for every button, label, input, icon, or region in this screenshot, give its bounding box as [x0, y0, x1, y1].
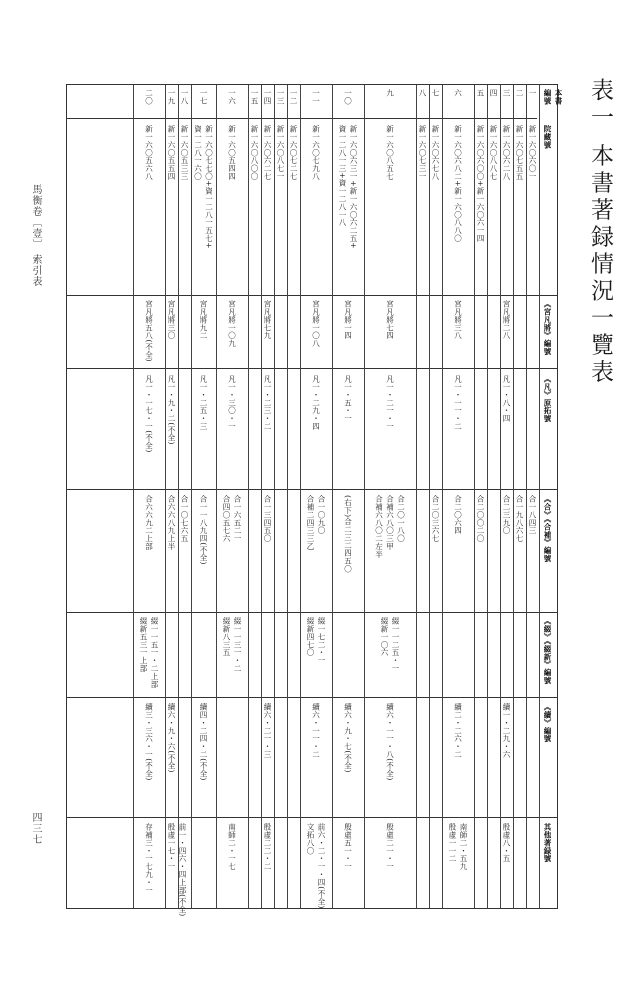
column-divider [133, 85, 134, 908]
table-cell: 宮凡將二八 [502, 300, 511, 340]
table-cell: 前一・四六・四上部(不全) 殷虛一七・一 [167, 823, 187, 917]
column-divider [487, 85, 488, 908]
column-header: 《凡》原拓號 [543, 375, 552, 423]
table-cell: 合六六八九上半 [167, 495, 176, 551]
table-cell: 新一六〇六二七 [263, 125, 272, 181]
table-cell: 前六・二・一・四(不全) 文拓八〇 [306, 823, 326, 909]
table-cell: 南師二・一七 [227, 823, 237, 871]
table-cell: 續三・三六・一(不全) [144, 703, 154, 781]
page-number: 四三七 [30, 812, 41, 845]
table-cell: 綴一一三一・二 綴新八三五 [222, 617, 242, 673]
table-cell: 凡一・一七・一(不全) [144, 375, 154, 453]
table-cell: 新一六〇七五五 [515, 125, 524, 181]
record-number: 三 [502, 89, 511, 97]
table-cell: 凡一・三〇・一 [227, 375, 237, 431]
table-cell: 新一六〇五五四 [167, 125, 176, 181]
record-number: 一八 [180, 89, 189, 105]
record-number: 五 [476, 89, 485, 97]
table-cell: 宮凡將一〇九 [227, 300, 237, 348]
table-cell: 合一八四三 [528, 495, 537, 535]
field-divider [67, 489, 557, 490]
record-number: 一六 [227, 89, 237, 105]
record-number: 二 [515, 89, 524, 97]
table-cell: 合六六九二上部 [144, 495, 154, 551]
table-cell: 綴一一五一・二上部 綴新五三一上部 [139, 617, 159, 689]
table-cell: 新一六〇五四四 [227, 125, 237, 181]
table-cell: 宮凡將五八(不全) [144, 300, 154, 362]
column-divider [332, 85, 333, 908]
record-number: 一七 [199, 89, 208, 105]
table-cell: 新一六〇八七一 [276, 125, 285, 181]
column-divider [539, 85, 540, 908]
table-cell: 殷虛二一・一 [385, 823, 395, 871]
column-divider [248, 85, 249, 908]
table-cell: 宮凡將一〇八 [311, 300, 321, 348]
table-cell: 合二〇一八〇 合補六八〇三甲 合補六八〇二左半 [374, 495, 406, 559]
table-cell: 新一六〇六三一+新一六〇六二五+ 資一二八一三+資一二八一八 [338, 125, 358, 249]
field-divider [67, 368, 557, 369]
table-cell: 續一・二九・六 [502, 703, 511, 759]
table-cell: 新一六〇六二八 [502, 125, 511, 181]
table-cell: 合一一八九四(不全) [199, 495, 208, 565]
table-cell: 宮凡將七四 [385, 300, 395, 340]
table-cell: 新一六〇六〇一 [528, 125, 537, 181]
table-cell: 合二〇三六七 [431, 495, 440, 543]
table-cell: (右下)合二三二四五〇 [343, 495, 353, 573]
table-cell: 合一〇七六五 [180, 495, 189, 543]
table-cell: 新一六〇七三一 [418, 125, 427, 181]
table-cell: 合一九八六七 [515, 495, 524, 543]
table-cell: 續四・二四・二(不全) [199, 703, 208, 781]
table-cell: 綴一七二・一 綴新四七〇 [306, 617, 326, 665]
table-cell: 續六・一一・八(不全) [385, 703, 395, 781]
table-cell: 新一六〇六七八 [431, 125, 440, 181]
table-cell: 新一六〇六〇〇+新一六〇六一四 [476, 125, 485, 243]
catalog-table [66, 84, 563, 917]
record-number: 一〇 [343, 89, 353, 105]
table-cell: 新一六〇七九八 [311, 125, 321, 181]
table-cell: 續六・一一・二 [311, 703, 321, 759]
record-number: 一四 [263, 89, 272, 105]
table-cell: 續二・二六・二 [453, 703, 463, 759]
record-number: 四 [489, 89, 498, 97]
column-divider [287, 85, 288, 908]
table-cell: 綴一一二五・一 綴新一〇六 [380, 617, 400, 673]
table-cell: 合二三九〇 [502, 495, 511, 535]
table-cell: 凡一・二九・四 [311, 375, 321, 431]
table-cell: 合一六五二一 合四〇五七六 [222, 495, 242, 543]
table-cell: 新一六〇八〇〇 [250, 125, 259, 181]
column-header: 《續》編號 [543, 703, 552, 743]
page-title: 表一 本書著録情況一覽表 [587, 78, 613, 387]
record-number: 二〇 [144, 89, 154, 105]
column-header: 《合》《合補》編號 [543, 495, 552, 563]
field-divider [67, 295, 557, 296]
column-header: 本書 編號 [543, 89, 563, 105]
record-number: 一二 [289, 89, 298, 105]
column-divider [442, 85, 443, 908]
table-cell: 凡一・二五・三 [199, 375, 208, 431]
table-cell: 宮凡將三八 [453, 300, 463, 340]
table-cell: 凡一・九・二(不全) [167, 375, 176, 445]
column-divider [216, 85, 217, 908]
table-cell: 存補三・一七九・一 [144, 823, 154, 895]
record-number: 一一 [311, 89, 321, 105]
column-divider [416, 85, 417, 908]
record-number: 九 [385, 89, 395, 97]
record-number: 一三 [276, 89, 285, 105]
record-number: 一五 [250, 89, 259, 105]
table-cell: 殷虛八・五 [502, 823, 511, 863]
column-divider [300, 85, 301, 908]
record-number: 一 [528, 89, 537, 97]
table-cell: 殷虛二二・二 [263, 823, 272, 871]
table-cell: 凡一・八・四 [502, 375, 511, 423]
column-header: 其他著録號 [543, 823, 552, 863]
table-cell: 合二〇六四 [453, 495, 463, 535]
table-cell: 新一六〇七七〇+資一二八一五七+ 資一二八一六〇 [193, 125, 214, 249]
table-cell: 續六・二一・三 [263, 703, 272, 759]
table-cell: 宮凡將九二 [199, 300, 208, 340]
column-header: 《宮凡將》編號 [543, 300, 552, 356]
record-number: 六 [453, 89, 463, 97]
table-cell: 合一〇九〇 合補二四三三乙 [306, 495, 326, 551]
record-number: 八 [418, 89, 427, 97]
table-cell: 續六・九・七(不全) [343, 703, 353, 773]
field-divider [67, 612, 557, 613]
table-cell: 新一六〇八五七 [385, 125, 395, 181]
field-divider [67, 697, 557, 698]
table-cell: 南師二・五九 殷虛一一二 [448, 823, 468, 871]
column-divider [364, 85, 365, 908]
table-cell: 凡一・一一・二 [453, 375, 463, 431]
table-cell: 宮凡將七九 [263, 300, 272, 340]
table-cell: 宮凡將三〇 [167, 300, 176, 340]
table-cell: 新一六〇五三三 [180, 125, 189, 181]
table-cell: 凡一・二三・二 [263, 375, 272, 431]
column-header: 院藏號 [543, 125, 552, 149]
table-cell: 新一六〇五六八 [144, 125, 154, 181]
table-cell: 新一六〇七二七 [289, 125, 298, 181]
table-cell: 宮凡將一四 [343, 300, 353, 340]
column-header: 《綴》《綴新》編號 [543, 617, 552, 685]
record-number: 七 [431, 89, 440, 97]
table-cell: 合一三四五〇 [263, 495, 272, 543]
table-cell: 凡一・五・一 [343, 375, 353, 423]
table-cell: 合二〇〇二〇 [476, 495, 485, 543]
column-divider [274, 85, 275, 908]
table-cell: 新一六〇六八二+新一六〇八八〇 [453, 125, 463, 243]
field-divider [67, 817, 557, 818]
header-divider [67, 118, 537, 119]
table-cell: 凡一・二一・一 [385, 375, 395, 431]
table-cell: 續六・九・六(不全) [167, 703, 176, 773]
table-cell: 新一六〇八八七 [489, 125, 498, 181]
running-head: 馬衡卷〔壹〕 索引表 [30, 184, 41, 288]
record-number: 一九 [167, 89, 176, 105]
table-cell: 殷虛五一・一 [343, 823, 353, 871]
